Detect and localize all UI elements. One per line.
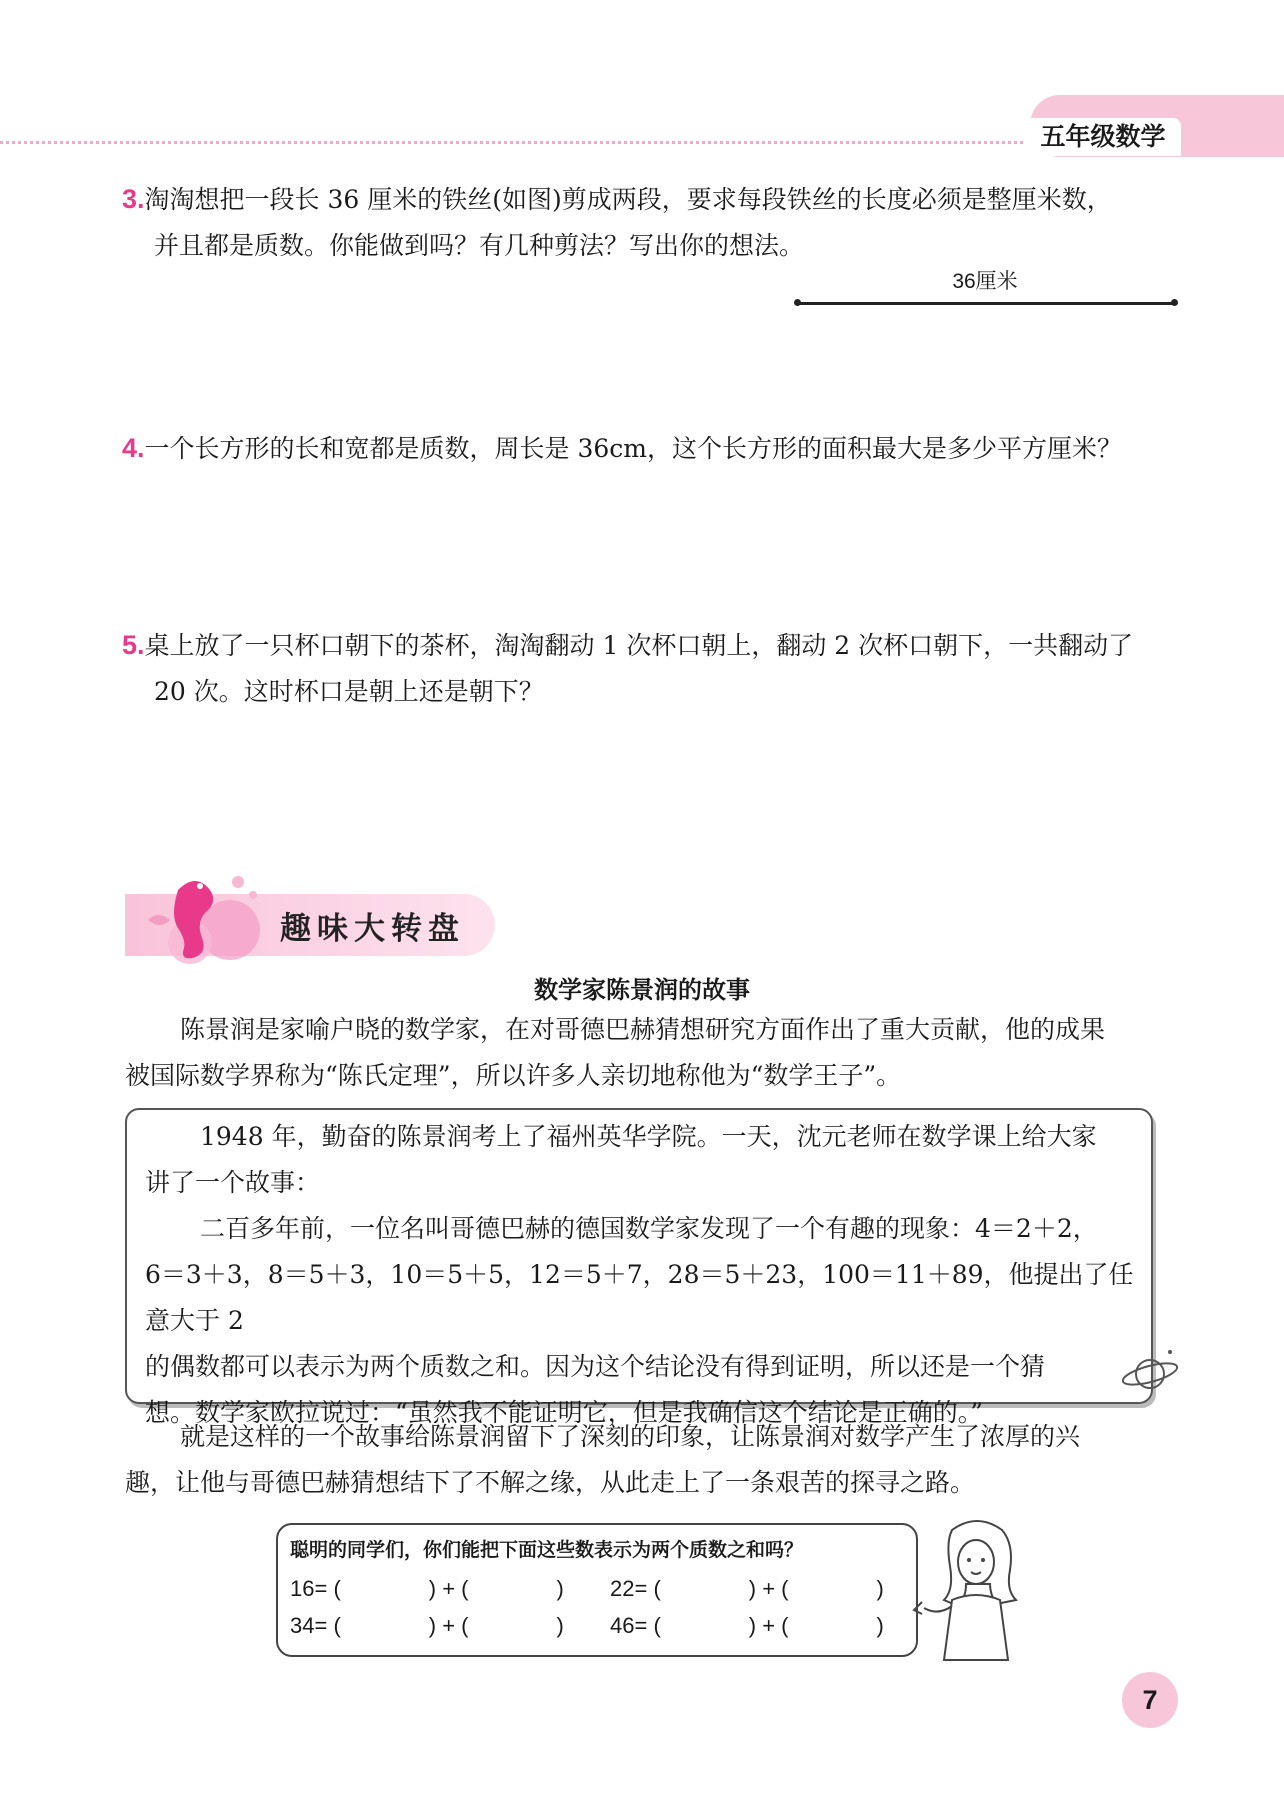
question-line: 一个长方形的长和宽都是质数，周长是 36cm，这个长方形的面积最大是多少平方厘米？ [144, 434, 1123, 463]
question-3 [122, 176, 1182, 269]
question-number: 4. [122, 433, 145, 463]
story-title: 数学家陈景润的故事 [534, 976, 750, 1004]
paragraph-line: 二百多年前，一位名叫哥德巴赫的德国数学家发现了一个有趣的现象：4＝2＋2， [200, 1214, 1098, 1243]
question-number: 5. [122, 630, 145, 660]
equation-lhs: 22= [610, 1576, 648, 1601]
story-outro [125, 1414, 1185, 1506]
page-number: 7 [1122, 1672, 1178, 1728]
prompt-text: 聪明的同学们，你们能把下面这些数表示为两个质数之和吗？ [290, 1539, 804, 1561]
wire-line [797, 302, 1175, 305]
equation-lhs: 34= [290, 1613, 328, 1638]
banner-label: 趣味大转盘 [280, 911, 465, 947]
question-line: 淘淘想把一段长 36 厘米的铁丝(如图)剪成两段，要求每段铁丝的长度必须是整厘米数， [144, 185, 1112, 214]
paragraph-line: 讲了一个故事： [145, 1168, 321, 1197]
story-box-text [145, 1114, 1145, 1436]
equation-blanks: ( ) + ( ) [653, 1576, 884, 1601]
question-line: 20 次。这时杯口是朝上还是朝下？ [154, 677, 544, 706]
equation-row [610, 1572, 884, 1603]
paragraph-line: 就是这样的一个故事给陈景润留下了深刻的印象，让陈景润对数学产生了浓厚的兴 [180, 1422, 1081, 1451]
equation-blanks: ( ) + ( ) [333, 1576, 564, 1601]
equation-row [290, 1572, 564, 1603]
equation-row [610, 1609, 884, 1640]
question-line: 桌上放了一只杯口朝下的茶杯，淘淘翻动 1 次杯口朝上，翻动 2 次杯口朝下，一共翻动了 [144, 631, 1134, 660]
equation-blanks: ( ) + ( ) [653, 1613, 884, 1638]
wire-endpoint [1171, 299, 1178, 306]
paragraph-line: 的偶数都可以表示为两个质数之和。因为这个结论没有得到证明，所以还是一个猜 [145, 1352, 1046, 1381]
planet-icon [1118, 1342, 1182, 1402]
story-intro [125, 1007, 1185, 1099]
header-divider [0, 141, 1155, 144]
equation-row [290, 1609, 564, 1640]
question-line: 并且都是质数。你能做到吗？有几种剪法？写出你的想法。 [154, 231, 805, 260]
question-number: 3. [122, 184, 145, 214]
equation-blanks: ( ) + ( ) [333, 1613, 564, 1638]
paragraph-line: 6＝3＋3，8＝5＋3，10＝5＋5，12＝5＋7，28＝5＋23，100＝11＋89，他提出了任意大于 2 [145, 1260, 1134, 1335]
paragraph-line: 陈景润是家喻户晓的数学家，在对哥德巴赫猜想研究方面作出了重大贡献，他的成果 [180, 1015, 1106, 1044]
seahorse-icon [118, 860, 268, 970]
equation-lhs: 16= [290, 1576, 328, 1601]
girl-illustration-icon [912, 1510, 1032, 1670]
question-4 [122, 425, 1202, 472]
paragraph-line: 被国际数学界称为“陈氏定理”，所以许多人亲切地称他为“数学王子”。 [125, 1061, 902, 1090]
wire-length-label: 36厘米 [952, 270, 1018, 293]
header-title: 五年级数学 [1025, 118, 1181, 156]
paragraph-line: 趣，让他与哥德巴赫猜想结下了不解之缘，从此走上了一条艰苦的探寻之路。 [125, 1468, 976, 1497]
equation-lhs: 46= [610, 1613, 648, 1638]
paragraph-line: 想。数学家欧拉说过：“虽然我不能证明它，但是我确信这个结论是正确的。” [145, 1398, 984, 1427]
paragraph-line: 1948 年，勤奋的陈景润考上了福州英华学院。一天，沈元老师在数学课上给大家 [200, 1122, 1097, 1151]
question-5 [122, 622, 1202, 715]
wire-endpoint [794, 299, 801, 306]
